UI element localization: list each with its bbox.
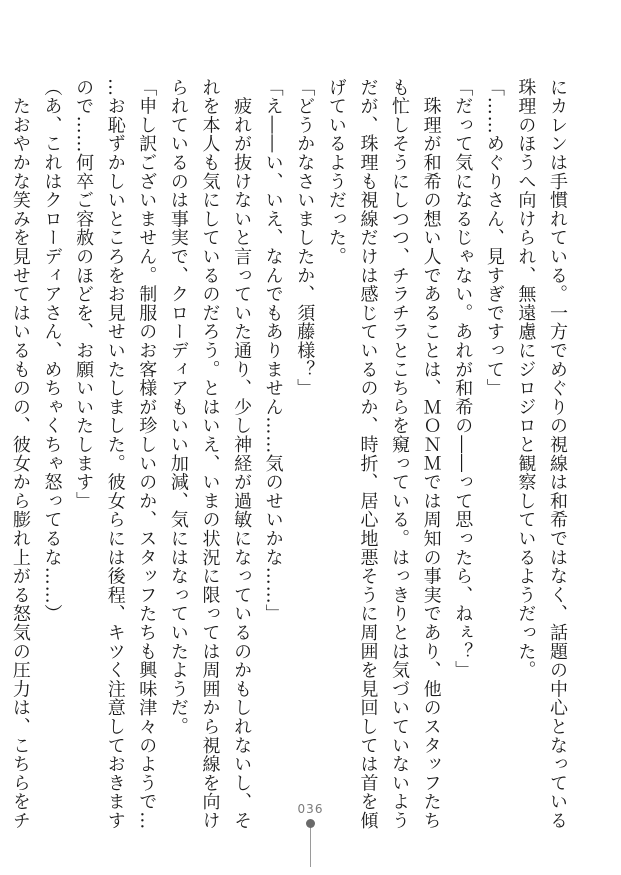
text-line: （あ、これはクローディアさん、めちゃくちゃ怒ってるな……） [41, 78, 63, 624]
text-line: 疲れが抜けないと言っていた通り、少し神経が過敏になっているのかもしれないし、そ [231, 78, 253, 830]
text-line: げているようだった。 [325, 78, 347, 266]
text-line: 「え――い、いえ、なんでもありません……気のせいかな……」 [262, 78, 284, 624]
text-line: 「だって気になるじゃない。あれが和希の――って思ったら、ねぇ？」 [452, 78, 474, 680]
text-line: も忙しそうにしつつ、チラチラとこちらを窺っている。はっきりとは気づいていないよう [389, 78, 411, 830]
text-line: …お恥ずかしいところをお見せいたしました。彼女らには後程、キツく注意しておきます [104, 78, 126, 830]
text-line: られているのは事実で、クローディアもいい加減、気にはなっていたようだ。 [167, 78, 189, 736]
text-line: ので……何卒ご容赦のほどを、お願いいたします」 [73, 78, 95, 511]
text-line: 珠理が和希の想い人であることは、ＭＯＮＭでは周知の事実であり、他のスタッフたち [420, 78, 442, 830]
text-line: にカレンは手慣れている。一方でめぐりの視線は和希ではなく、話題の中心となっている [547, 78, 568, 830]
text-line: たおやかな笑みを見せてはいるものの、彼女から膨れ上がる怒気の圧力は、こちらをチ [9, 78, 31, 830]
page-number: 036 [297, 802, 324, 816]
text-line: 「どうかなさいましたか、須藤様？」 [294, 78, 316, 398]
text-line: 「……めぐりさん、見すぎですって」 [483, 78, 505, 398]
text-line: 「申し訳ございません。制服のお客様が珍しいのか、スタッフたちも興味津々のようで… [136, 78, 158, 830]
text-line: れを本人も気にしているのだろう。とはいえ、いまの状況に限っては周囲から視線を向け [199, 78, 221, 830]
folio-ornament-line [310, 823, 311, 867]
text-line: 珠理のほうへ向けられ、無遠慮にジロジロと観察しているようだった。 [515, 78, 537, 680]
text-line: だが、珠理も視線だけは感じているのか、時折、居心地悪そうに周囲を見回しては首を傾 [357, 78, 379, 830]
folio-ornament-dot [306, 819, 315, 828]
